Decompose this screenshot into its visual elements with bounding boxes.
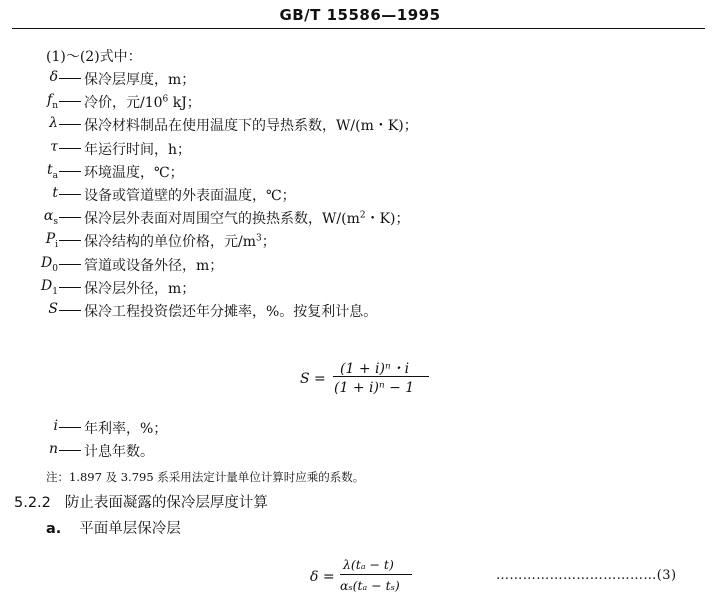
definition-text: 保冷层外表面对周围空气的换热系数，$W/(m^2$・K)； [84, 210, 410, 228]
subsection-label: a. [46, 521, 62, 537]
formula-s-fraction-bar [333, 376, 429, 377]
definition-symbol: n [48, 441, 58, 457]
definition-symbol: λ [49, 115, 58, 132]
definition-text: 保冷结构的单位价格，元$/m^3$； [84, 233, 276, 251]
definition-text: 保冷层外径，m； [84, 280, 196, 297]
definition-text: 计息年数。 [84, 444, 154, 460]
subsection-heading [46, 517, 181, 538]
definition-dash [59, 217, 81, 218]
formula-3-numerator: λ(tₐ − t) [343, 557, 394, 572]
definition-symbol: $t_a$ [46, 161, 58, 181]
header-rule [12, 28, 705, 29]
definition-text: 保冷工程投资偿还年分摊率，%。按复利计息。 [84, 304, 378, 320]
formula-3-lhs: δ = [310, 569, 335, 585]
definition-dash [59, 310, 81, 311]
section-number: 5.2.2 [14, 495, 51, 511]
definition-symbol: $P_i$ [45, 231, 58, 251]
definition-text: 保冷层厚度，m； [84, 72, 196, 88]
definition-symbol: τ [50, 138, 58, 155]
definition-dash [59, 287, 81, 288]
definition-dash [59, 148, 81, 149]
definition-text: 冷价，元$/10^6$ kJ； [84, 94, 201, 112]
formula-s-denominator: (1 + i)ⁿ − 1 [334, 380, 415, 396]
definition-dash [59, 264, 81, 265]
definition-dash [59, 427, 81, 428]
definition-text: 年利率，%； [84, 421, 168, 437]
definition-text: 保冷材料制品在使用温度下的导热系数，W/(m・K)； [84, 118, 418, 135]
definition-symbol: S [48, 301, 58, 317]
definition-symbol: i [53, 418, 58, 434]
definition-symbol: $D_0$ [41, 254, 58, 274]
definition-text: 环境温度，℃； [84, 164, 184, 181]
definition-text: 年运行时间，h； [84, 141, 192, 158]
definition-text: 设备或管道壁的外表面温度，℃； [84, 188, 296, 204]
definition-symbol: δ [49, 69, 58, 85]
formula-3-fraction-bar [340, 574, 412, 575]
section-title: 防止表面凝露的保冷层厚度计算 [64, 495, 268, 511]
formula-3-denominator: αₛ(tₐ − tₛ) [340, 578, 400, 593]
definition-dash [59, 450, 81, 451]
page-header: GB/T 15586—1995 [279, 6, 441, 24]
definition-dash [59, 240, 81, 241]
definition-dash [59, 101, 81, 102]
intro-text: (1)～(2)式中： [46, 49, 142, 65]
formula-s-lhs: S = [300, 371, 326, 387]
definition-symbol: $f_n$ [47, 92, 58, 111]
definition-symbol: $D_1$ [41, 277, 58, 297]
definition-dash [59, 194, 81, 195]
definition-symbol: t [52, 185, 58, 201]
definition-symbol: $\alpha_s$ [43, 208, 58, 227]
note-text: 注：1.897 及 3.795 系采用法定计量单位计算时应乘的系数。 [46, 470, 365, 484]
formula-s-numerator: (1 + i)ⁿ・i [340, 361, 410, 377]
equation-number-leader: ………………………………(3) [496, 568, 677, 583]
subsection-title: 平面单层保冷层 [79, 521, 181, 537]
definition-dash [59, 78, 81, 79]
definition-dash [59, 124, 81, 125]
definition-dash [59, 171, 81, 172]
section-heading [14, 491, 268, 512]
definition-text: 管道或设备外径，m； [84, 257, 224, 274]
